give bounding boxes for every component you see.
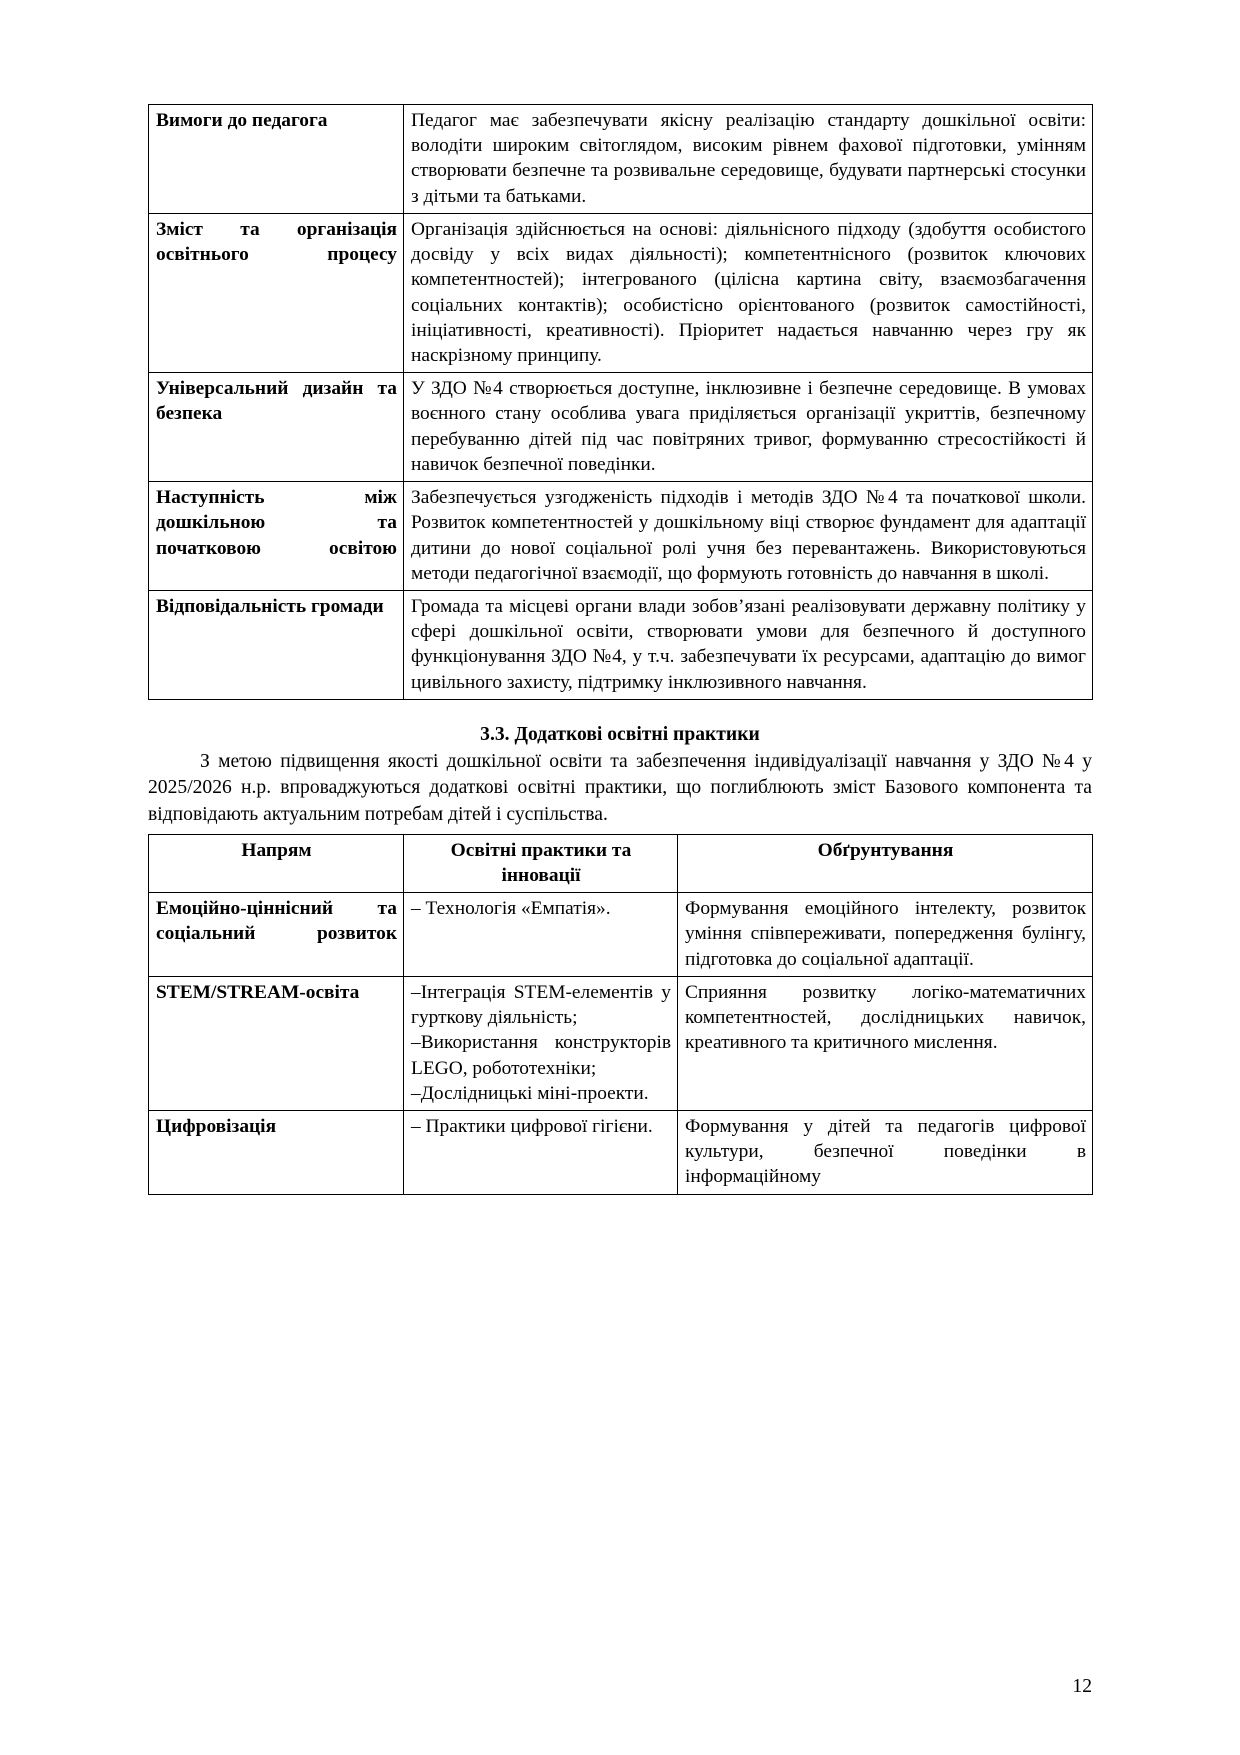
row-key: Зміст та організація освітнього процесу xyxy=(149,213,404,372)
row-key: Універсальний дизайн та безпека xyxy=(149,373,404,482)
section-heading: 3.3. Додаткові освітні практики xyxy=(480,723,760,745)
table-row xyxy=(149,213,1093,372)
table-row xyxy=(149,373,1093,482)
row-key: Вимоги до педагога xyxy=(149,105,404,214)
column-header-practices: Освітні практики та інновації xyxy=(404,834,678,892)
row-value: Педагог має забезпечувати якісну реалізацію стандарту дошкільної освіти: володіти широким світоглядом, високим рівнем фахової підготовки, умінням створювати безпечне та розвивальне середовище, будувати партнерські стосунки з дітьми та батьками. xyxy=(404,105,1093,214)
row-rationale: Сприяння розвитку логіко-математичних компетентностей, дослідницьких навичок, креативного та критичного мислення. xyxy=(678,976,1093,1110)
table-header-row xyxy=(149,834,1093,892)
row-direction: Цифровізація xyxy=(149,1110,404,1194)
table-row xyxy=(149,976,1093,1110)
row-rationale: Формування емоційного інтелекту, розвиток уміння співпереживати, попередження булінгу, підготовка до соціальної адаптації. xyxy=(678,893,1093,977)
table-row xyxy=(149,105,1093,214)
row-rationale: Формування у дітей та педагогів цифрової культури, безпечної поведінки в інформаційному xyxy=(678,1110,1093,1194)
row-value: У ЗДО №4 створюється доступне, інклюзивне і безпечне середовище. В умовах воєнного стану особлива увага приділяється організації укриттів, безпечному перебуванню дітей під час повітряних тривог, формуванню стресостійкості й навичок безпечної поведінки. xyxy=(404,373,1093,482)
row-key: Наступність між дошкільною та початковою освітою xyxy=(149,482,404,591)
row-value: Забезпечується узгодженість підходів і методів ЗДО №4 та початкової школи. Розвиток компетентностей у дошкільному віці створює фундамент для адаптації дитини до нової соціальної ролі учня без перевантажень. Використовуються методи педагогічної взаємодії, що формують готовність до навчання в школі. xyxy=(404,482,1093,591)
table-row xyxy=(149,1110,1093,1194)
row-practices: –Інтеграція STEM-елементів у гурткову діяльність; –Використання конструкторів LEGO, робототехніки; –Дослідницькі міні-проекти. xyxy=(404,976,678,1110)
row-value: Організація здійснюється на основі: діяльнісного підходу (здобуття особистого досвіду у всіх видах діяльності); компетентнісного (розвиток ключових компетентностей); інтегрованого (цілісна картина світу, взаємозбагачення соціальних контактів); особистісно орієнтованого (розвиток самостійності, ініціативності, креативності). Пріоритет надається навчанню через гру як наскрізному принципу. xyxy=(404,213,1093,372)
practices-table-wrapper xyxy=(148,834,1092,1195)
principles-table xyxy=(148,104,1093,700)
page-number: 12 xyxy=(1072,1676,1092,1698)
practices-table xyxy=(148,834,1093,1195)
row-key: Відповідальність громади xyxy=(149,590,404,699)
table-row xyxy=(149,893,1093,977)
column-header-direction: Напрям xyxy=(149,834,404,892)
row-practices: – Практики цифрової гігієни. xyxy=(404,1110,678,1194)
row-direction: Емоційно-ціннісний та соціальний розвиток xyxy=(149,893,404,977)
table-row xyxy=(149,482,1093,591)
row-practices: – Технологія «Емпатія». xyxy=(404,893,678,977)
row-direction: STEM/STREAM-освіта xyxy=(149,976,404,1110)
row-value: Громада та місцеві органи влади зобов’язані реалізовувати державну політику у сфері дошкільної освіти, створювати умови для безпечного й доступного функціонування ЗДО №4, у т.ч. забезпечувати їх ресурсами, адаптацію до вимог цивільного захисту, підтримку інклюзивного навчання. xyxy=(404,590,1093,699)
intro-paragraph: З метою підвищення якості дошкільної освіти та забезпечення індивідуалізації навчання у ЗДО №4 у 2025/2026 н.р. впроваджуються додаткові освітні практики, що поглиблюють зміст Базового компонента та відповідають актуальним потребам дітей і суспільства. xyxy=(148,751,1092,825)
column-header-rationale: Обґрунтування xyxy=(678,834,1093,892)
table-row xyxy=(149,590,1093,699)
